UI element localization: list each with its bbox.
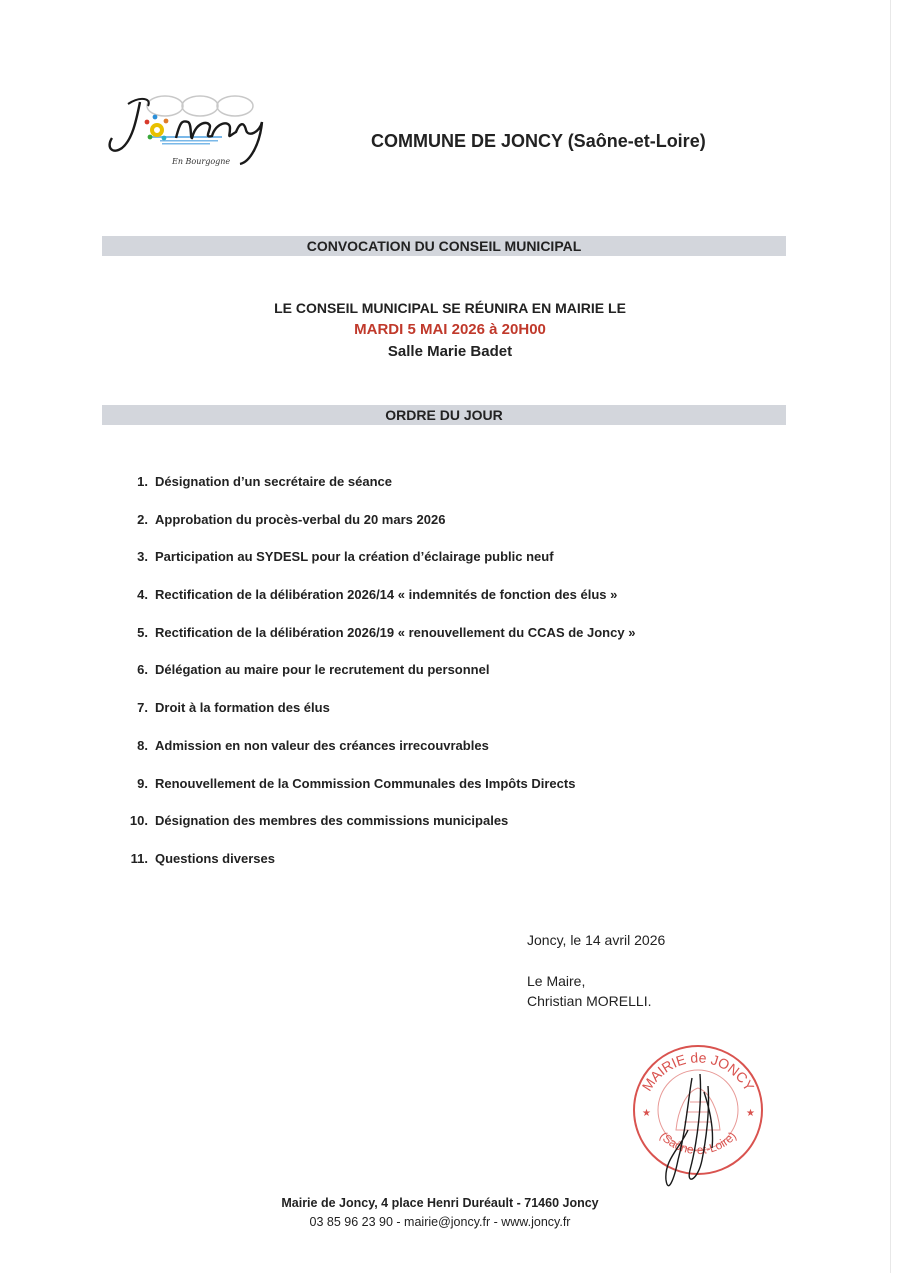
agenda-item-number: 10. — [129, 813, 148, 829]
agenda-item-text: Délégation au maire pour le recrutement du personnel — [155, 662, 490, 678]
agenda-item-number: 8. — [137, 737, 148, 753]
convocation-band: CONVOCATION DU CONSEIL MUNICIPAL — [102, 236, 786, 256]
joncy-logo — [100, 92, 280, 172]
meeting-intro: LE CONSEIL MUNICIPAL SE RÉUNIRA EN MAIRIE LE — [274, 300, 626, 316]
agenda-item-text: Désignation d’un secrétaire de séance — [155, 474, 392, 489]
commune-title: COMMUNE DE JONCY (Saône-et-Loire) — [371, 131, 706, 151]
logo-subtitle: En Bourgogne — [172, 157, 231, 166]
meeting-room: Salle Marie Badet — [387, 343, 513, 360]
agenda-item-number: 1. — [137, 474, 148, 489]
agenda-item-number: 7. — [137, 700, 148, 716]
svg-text:★: ★ — [746, 1108, 755, 1119]
agenda-item-number: 5. — [137, 624, 148, 640]
svg-text:★: ★ — [642, 1108, 651, 1119]
agenda-item-number: 11. — [130, 850, 148, 866]
footer-contact: 03 85 96 23 90 - mairie@joncy.fr - www.joncy.fr — [309, 1215, 571, 1229]
signatory-role: Le Maire, — [527, 973, 586, 989]
meeting-date: MARDI 5 MAI 2026 à 20H00 — [354, 321, 546, 338]
agenda-item-text: Rectification de la délibération 2026/19 « renouvellement du CCAS de Joncy » — [155, 624, 636, 640]
footer-address: Mairie de Joncy, 4 place Henri Duréault - 71460 Joncy — [281, 1196, 599, 1210]
place-date: Joncy, le 14 avril 2026 — [527, 932, 666, 948]
agenda-item-text: Droit à la formation des élus — [155, 700, 330, 716]
stamp-text-bottom: (Saône-et-Loire) — [656, 1128, 740, 1158]
agenda-item-text: Participation au SYDESL pour la création d’éclairage public neuf — [155, 549, 554, 565]
agenda-item-text: Désignation des membres des commissions municipales — [155, 813, 509, 829]
agenda-band: ORDRE DU JOUR — [102, 405, 786, 425]
agenda-item-text: Approbation du procès-verbal du 20 mars 2026 — [155, 511, 446, 527]
signatory-name: Christian MORELLI. — [527, 993, 652, 1009]
agenda-item-number: 3. — [137, 549, 148, 565]
stamp-text-top: MAIRIE de JONCY — [638, 1049, 758, 1094]
agenda-item-number: 2. — [137, 511, 148, 527]
agenda-item-text: Admission en non valeur des créances irrecouvrables — [155, 737, 489, 753]
agenda-item-number: 6. — [137, 662, 148, 678]
page-edge-divider — [890, 0, 891, 1273]
agenda-item-text: Questions diverses — [155, 850, 275, 866]
agenda-item-number: 4. — [137, 587, 148, 603]
mairie-stamp-icon — [628, 1030, 768, 1200]
agenda-item-number: 9. — [137, 775, 148, 791]
agenda-item-text: Rectification de la délibération 2026/14 « indemnités de fonction des élus » — [155, 587, 618, 603]
agenda-item-text: Renouvellement de la Commission Communales des Impôts Directs — [155, 775, 576, 791]
